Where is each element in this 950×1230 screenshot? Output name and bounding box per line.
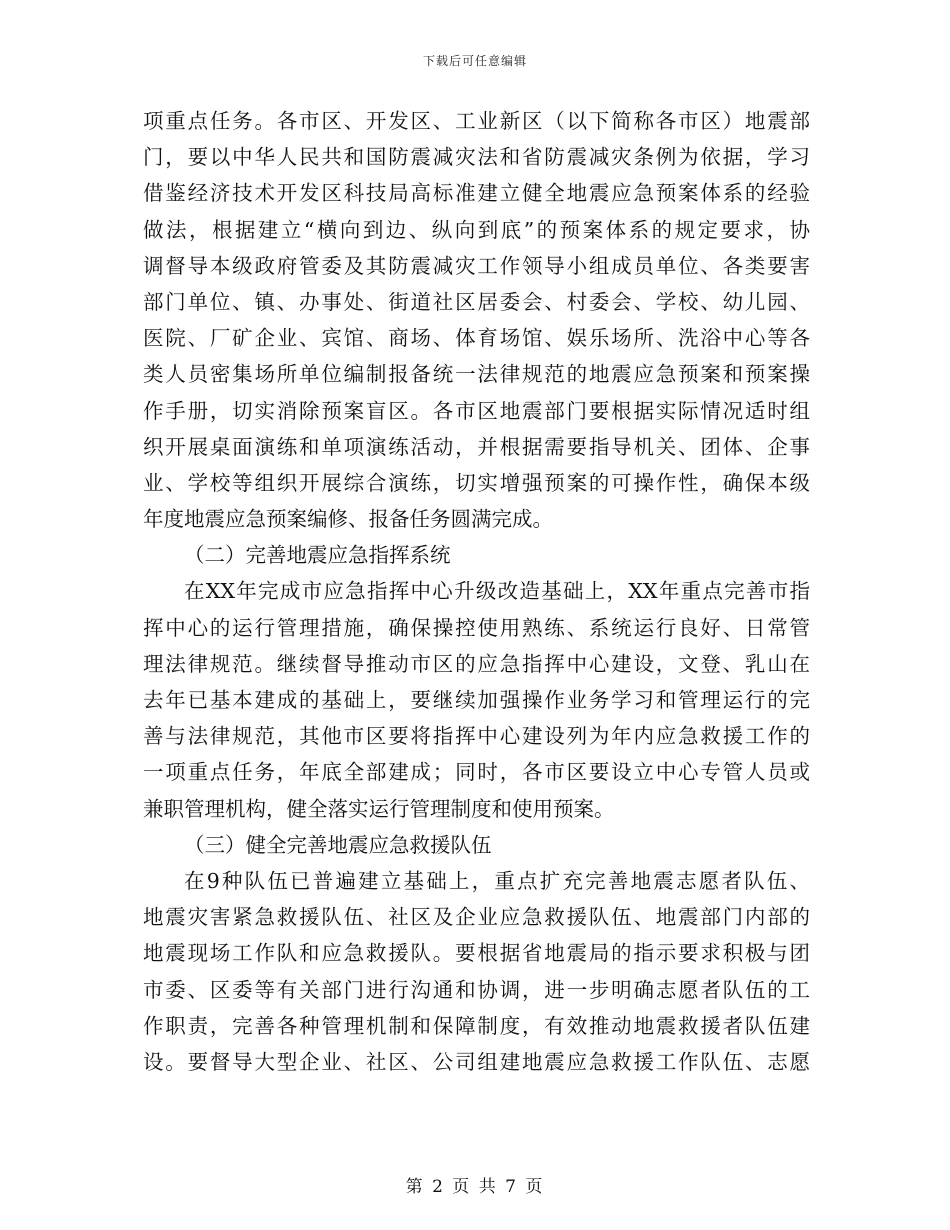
document-body: [143, 103, 810, 1080]
text-line: 兼职管理机构，健全落实运行管理制度和使用预案。: [143, 796, 615, 821]
text-line: 年度地震应急预案编修、报备任务圆满完成。: [143, 507, 553, 532]
text-line: 设。要督导大型企业、社区、公司组建地震应急救援工作队伍、志愿: [143, 1049, 810, 1074]
text-line: 挥中心的运行管理措施，确保操控使用熟练、系统运行良好、日常管: [143, 615, 810, 640]
section-heading-3: （三）健全完善地震应急救援队伍: [184, 832, 492, 857]
text-line: 医院、厂矿企业、宾馆、商场、体育场馆、娱乐场所、洗浴中心等各: [143, 326, 810, 351]
text-line: 理法律规范。继续督导推动市区的应急指挥中心建设，文登、乳山在: [143, 651, 810, 676]
text-line: 在XX年完成市应急指挥中心升级改造基础上，XX年重点完善市指: [184, 579, 810, 604]
text-line: 做法，根据建立“横向到边、纵向到底”的预案体系的规定要求，协: [143, 217, 810, 242]
text-line: 项重点任务。各市区、开发区、工业新区（以下简称各市区）地震部: [143, 109, 810, 133]
section-heading-2: （二）完善地震应急指挥系统: [184, 543, 451, 568]
text-line: 业、学校等组织开展综合演练，切实增强预案的可操作性，确保本级: [143, 470, 810, 495]
text-line: 类人员密集场所单位编制报备统一法律规范的地震应急预案和预案操: [143, 362, 810, 387]
text-line: 作手册，切实消除预案盲区。各市区地震部门要根据实际情况适时组: [143, 398, 810, 423]
page-footer: 第 2 页 共 7 页: [405, 1177, 545, 1197]
text-line: 门，要以中华人民共和国防震减灾法和省防震减灾条例为依据，学习: [143, 145, 810, 170]
paragraph-1: [143, 103, 810, 537]
text-line: 借鉴经济技术开发区科技局高标准建立健全地震应急预案体系的经验: [143, 181, 810, 206]
text-line: 善与法律规范，其他市区要将指挥中心建设列为年内应急救援工作的: [143, 724, 810, 749]
text-line: 调督导本级政府管委及其防震减灾工作领导小组成员单位、各类要害: [143, 253, 810, 278]
paragraph-2: [143, 573, 810, 826]
text-line: 作职责，完善各种管理机制和保障制度，有效推动地震救援者队伍建: [143, 1013, 810, 1038]
text-line: 地震灾害紧急救援队伍、社区及企业应急救援队伍、地震部门内部的: [143, 905, 810, 930]
text-line: 市委、区委等有关部门进行沟通和协调，进一步明确志愿者队伍的工: [143, 977, 810, 1002]
text-line: 一项重点任务，年底全部建成；同时，各市区要设立中心专管人员或: [143, 760, 810, 785]
text-line: 去年已基本建成的基础上，要继续加强操作业务学习和管理运行的完: [143, 688, 810, 713]
text-line: 地震现场工作队和应急救援队。要根据省地震局的指示要求积极与团: [143, 941, 810, 966]
text-line: 织开展桌面演练和单项演练活动，并根据需要指导机关、团体、企事: [143, 434, 810, 459]
text-line: 部门单位、镇、办事处、街道社区居委会、村委会、学校、幼儿园、: [143, 289, 810, 314]
paragraph-3: [143, 863, 810, 1080]
page-header: 下载后可任意编辑: [422, 54, 527, 68]
text-line: 在9种队伍已普遍建立基础上，重点扩充完善地震志愿者队伍、: [184, 868, 810, 893]
